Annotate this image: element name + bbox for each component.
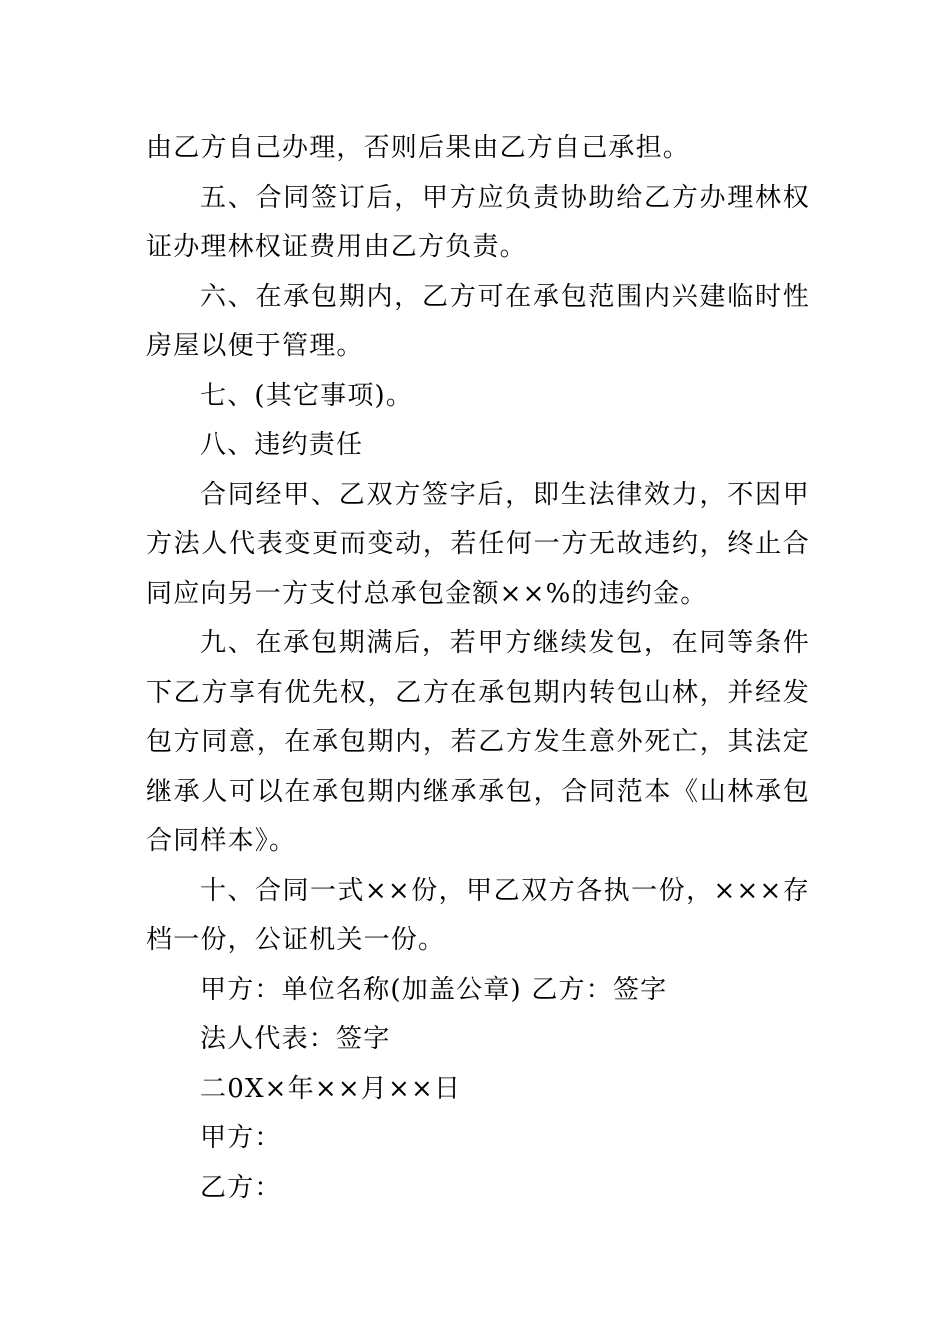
signature-date: 二0X×年××月××日 <box>200 1073 462 1104</box>
paragraph-clause-9: 九、在承包期满后，若甲方继续发包，在同等条件下乙方享有优先权，乙方在承包期内转包山林，并经发包方同意，在承包期内，若乙方发生意外死亡，其法定继承人可以在承包期内继承承包，合同范本《山林承包合同样本》。 <box>146 628 810 856</box>
paragraph-clause-7: 七、(其它事项)。 <box>200 380 414 411</box>
document-body <box>146 124 810 1213</box>
signature-party-a: 甲方： <box>200 1123 282 1153</box>
paragraph-clause-10: 十、合同一式××份，甲乙双方各执一份，×××存档一份，公证机关一份。 <box>146 875 810 955</box>
paragraph-clause-8-heading: 八、违约责任 <box>200 430 364 460</box>
signature-party-b: 乙方： <box>200 1172 282 1203</box>
paragraph-breach-terms: 合同经甲、乙双方签字后，即生法律效力，不因甲方法人代表变更而变动，若任何一方无故违约，终止合同应向另一方支付总承包金额××%的违约金。 <box>146 479 810 609</box>
paragraph-clause-5: 五、合同签订后，甲方应负责协助给乙方办理林权证办理林权证费用由乙方负责。 <box>146 182 810 262</box>
signature-legal-rep: 法人代表：签字 <box>200 1024 391 1054</box>
paragraph-clause-6: 六、在承包期内，乙方可在承包范围内兴建临时性房屋以便于管理。 <box>146 281 810 361</box>
signature-party-line: 甲方：单位名称(加盖公章) 乙方：签字 <box>200 974 668 1005</box>
paragraph-continuation: 由乙方自己办理，否则后果由乙方自己承担。 <box>146 133 691 163</box>
